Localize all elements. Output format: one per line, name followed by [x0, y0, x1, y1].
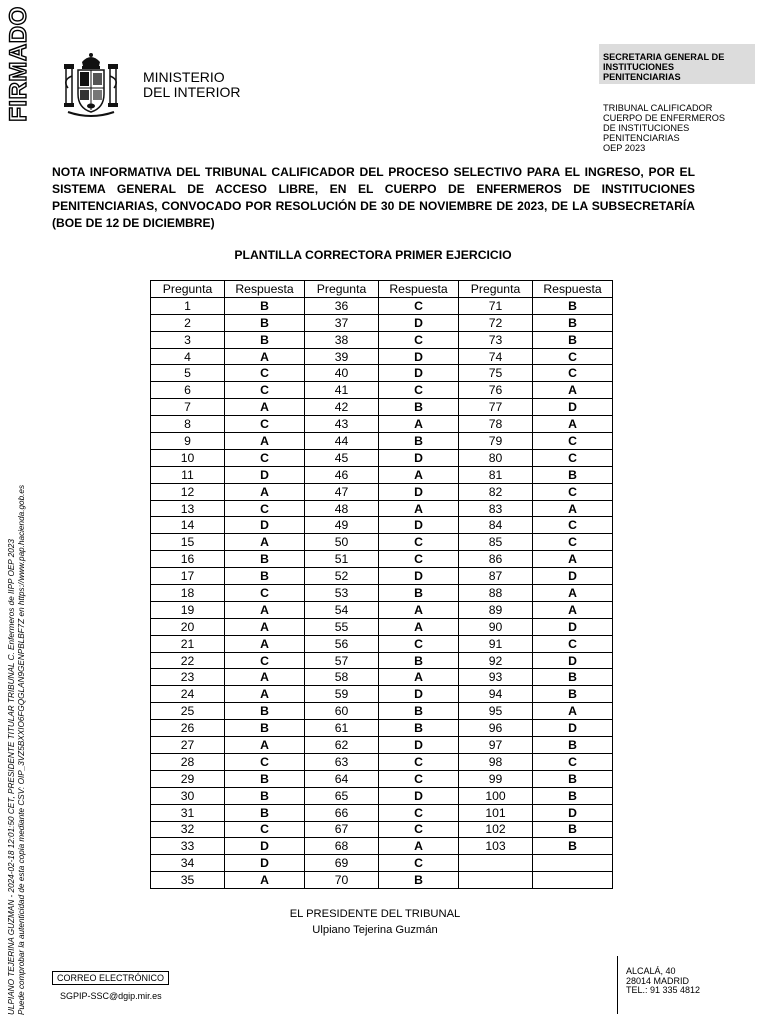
answer-cell: A: [225, 686, 305, 703]
question-number-cell: 6: [151, 382, 225, 399]
answer-cell: A: [379, 669, 459, 686]
answer-cell: D: [379, 365, 459, 382]
table-row: [151, 821, 613, 838]
question-number-cell: 32: [151, 821, 225, 838]
firmado-text: FIRMADO: [5, 6, 32, 122]
answer-cell: D: [379, 314, 459, 331]
answer-cell: B: [379, 652, 459, 669]
question-number-cell: 20: [151, 618, 225, 635]
question-number-cell: 92: [459, 652, 533, 669]
answer-cell: B: [225, 787, 305, 804]
table-row: [151, 635, 613, 652]
question-number-cell: 9: [151, 433, 225, 450]
answer-cell: C: [225, 382, 305, 399]
table-row: [151, 737, 613, 754]
table-row: [151, 855, 613, 872]
question-number-cell: 1: [151, 297, 225, 314]
question-number-cell: 7: [151, 399, 225, 416]
address-line: TEL.: 91 335 4812: [626, 985, 701, 996]
firmado-stamp: [6, 8, 32, 120]
answer-cell: B: [225, 568, 305, 585]
question-number-cell: 30: [151, 787, 225, 804]
table-header-row: [151, 281, 613, 298]
answer-cell: D: [533, 652, 613, 669]
table-row: [151, 382, 613, 399]
table-row: [151, 669, 613, 686]
signature-verification-sidebar: [4, 455, 30, 1015]
answer-cell: A: [533, 585, 613, 602]
table-row: [151, 483, 613, 500]
answer-cell: D: [533, 618, 613, 635]
question-number-cell: 84: [459, 517, 533, 534]
question-number-cell: 97: [459, 737, 533, 754]
question-number-cell: 4: [151, 348, 225, 365]
question-number-cell: 67: [305, 821, 379, 838]
answer-cell: A: [379, 500, 459, 517]
question-number-cell: 27: [151, 737, 225, 754]
question-number-cell: 89: [459, 601, 533, 618]
question-number-cell: 63: [305, 753, 379, 770]
answer-cell: C: [533, 433, 613, 450]
question-number-cell: 95: [459, 703, 533, 720]
answer-cell: B: [225, 331, 305, 348]
answer-cell: B: [225, 297, 305, 314]
table-row: [151, 500, 613, 517]
signature-block: [280, 906, 470, 938]
table-title: PLANTILLA CORRECTORA PRIMER EJERCICIO: [234, 248, 512, 262]
question-number-cell: 45: [305, 449, 379, 466]
question-number-cell: 69: [305, 855, 379, 872]
address-line: 28014 MADRID: [626, 975, 690, 986]
answer-cell: B: [533, 821, 613, 838]
answer-cell: C: [379, 821, 459, 838]
question-number-cell: 57: [305, 652, 379, 669]
answer-cell: D: [379, 449, 459, 466]
table-row: [151, 348, 613, 365]
answer-cell: D: [379, 787, 459, 804]
answer-cell: D: [225, 517, 305, 534]
ministry-line-1: MINISTERIO: [143, 69, 225, 85]
question-number-cell: 102: [459, 821, 533, 838]
answer-cell: D: [225, 466, 305, 483]
answer-cell: C: [379, 551, 459, 568]
table-row: [151, 686, 613, 703]
question-number-cell: 42: [305, 399, 379, 416]
table-row: [151, 770, 613, 787]
question-number-cell: 26: [151, 720, 225, 737]
ministry-line-2: DEL INTERIOR: [143, 84, 241, 100]
question-number-cell: 74: [459, 348, 533, 365]
question-number-cell: 35: [151, 872, 225, 889]
table-row: [151, 551, 613, 568]
question-number-cell: 54: [305, 601, 379, 618]
table-row: [151, 787, 613, 804]
answer-cell: D: [225, 838, 305, 855]
answer-cell: D: [225, 855, 305, 872]
question-number-cell: 72: [459, 314, 533, 331]
table-row: [151, 365, 613, 382]
table-row: [151, 601, 613, 618]
question-number-cell: 90: [459, 618, 533, 635]
table-row: [151, 449, 613, 466]
question-number-cell: 22: [151, 652, 225, 669]
question-number-cell: 10: [151, 449, 225, 466]
question-number-cell: 53: [305, 585, 379, 602]
secretaria-line-2: INSTITUCIONES PENITENCIARIAS: [603, 62, 681, 82]
answer-cell: A: [533, 703, 613, 720]
question-number-cell: 25: [151, 703, 225, 720]
answer-cell: D: [379, 568, 459, 585]
answer-cell: A: [225, 635, 305, 652]
question-number-cell: 48: [305, 500, 379, 517]
question-number-cell: 86: [459, 551, 533, 568]
answer-cell: C: [225, 500, 305, 517]
table-row: [151, 416, 613, 433]
question-number-cell: 77: [459, 399, 533, 416]
question-number-cell: 82: [459, 483, 533, 500]
table-row: [151, 652, 613, 669]
header-pregunta: Pregunta: [305, 281, 379, 298]
table-row: [151, 568, 613, 585]
question-number-cell: 21: [151, 635, 225, 652]
question-number-cell: [459, 855, 533, 872]
answer-cell: C: [379, 770, 459, 787]
coat-of-arms-icon: [58, 50, 124, 122]
question-number-cell: 93: [459, 669, 533, 686]
header-respuesta: Respuesta: [225, 281, 305, 298]
question-number-cell: 23: [151, 669, 225, 686]
question-number-cell: 18: [151, 585, 225, 602]
answer-cell: B: [225, 551, 305, 568]
answer-cell: B: [379, 872, 459, 889]
answer-cell: B: [225, 720, 305, 737]
answer-cell: D: [379, 737, 459, 754]
question-number-cell: 100: [459, 787, 533, 804]
question-number-cell: 83: [459, 500, 533, 517]
answer-cell: C: [225, 449, 305, 466]
question-number-cell: 70: [305, 872, 379, 889]
table-row: [151, 720, 613, 737]
question-number-cell: 2: [151, 314, 225, 331]
answer-cell: A: [533, 601, 613, 618]
answer-cell: B: [533, 686, 613, 703]
header-respuesta: Respuesta: [379, 281, 459, 298]
question-number-cell: 3: [151, 331, 225, 348]
president-title: EL PRESIDENTE DEL TRIBUNAL: [289, 908, 461, 920]
answer-cell: A: [225, 601, 305, 618]
table-row: [151, 703, 613, 720]
question-number-cell: 36: [305, 297, 379, 314]
answer-cell: C: [225, 821, 305, 838]
answer-cell: B: [533, 297, 613, 314]
table-row: [151, 433, 613, 450]
question-number-cell: 51: [305, 551, 379, 568]
answer-cell: C: [379, 534, 459, 551]
question-number-cell: 39: [305, 348, 379, 365]
question-number-cell: [459, 872, 533, 889]
answer-cell: C: [225, 365, 305, 382]
table-row: [151, 618, 613, 635]
answer-cell: D: [533, 399, 613, 416]
question-number-cell: 33: [151, 838, 225, 855]
table-body: [151, 297, 613, 888]
answer-cell: A: [379, 618, 459, 635]
question-number-cell: 80: [459, 449, 533, 466]
question-number-cell: 11: [151, 466, 225, 483]
answer-cell: B: [379, 720, 459, 737]
csv-line: Puede comprobar la autenticidad de esta copia mediante CSV: OIP_3VZ5BXXIO6FGQGLAN9GENPBLBF7Z en https://www.pap.hacienda.gob.es: [17, 484, 26, 1015]
question-number-cell: 24: [151, 686, 225, 703]
answer-cell: B: [225, 804, 305, 821]
table-row: [151, 534, 613, 551]
answer-cell: C: [533, 635, 613, 652]
address-line: ALCALÁ, 40: [626, 966, 676, 976]
president-name: Ulpiano Tejerina Guzmán: [312, 924, 438, 936]
answer-cell: C: [379, 297, 459, 314]
table-row: [151, 314, 613, 331]
question-number-cell: 34: [151, 855, 225, 872]
question-number-cell: 5: [151, 365, 225, 382]
answer-cell: B: [379, 433, 459, 450]
answer-cell: A: [379, 466, 459, 483]
header-pregunta: Pregunta: [151, 281, 225, 298]
answer-cell: C: [379, 804, 459, 821]
table-row: [151, 804, 613, 821]
answer-cell: A: [225, 669, 305, 686]
question-number-cell: 98: [459, 753, 533, 770]
answer-cell: A: [533, 416, 613, 433]
answer-cell: C: [533, 534, 613, 551]
question-number-cell: 94: [459, 686, 533, 703]
question-number-cell: 76: [459, 382, 533, 399]
question-number-cell: 96: [459, 720, 533, 737]
question-number-cell: 41: [305, 382, 379, 399]
question-number-cell: 85: [459, 534, 533, 551]
question-number-cell: 12: [151, 483, 225, 500]
answer-cell: C: [533, 449, 613, 466]
answer-cell: C: [533, 483, 613, 500]
question-number-cell: 37: [305, 314, 379, 331]
question-number-cell: 101: [459, 804, 533, 821]
answer-cell: B: [225, 703, 305, 720]
answer-cell: A: [225, 483, 305, 500]
secretaria-line-1: SECRETARIA GENERAL DE: [603, 52, 725, 62]
answer-cell: A: [379, 601, 459, 618]
nota-informativa: NOTA INFORMATIVA DEL TRIBUNAL CALIFICADOR DEL PROCESO SELECTIVO PARA EL INGRESO, POR EL SISTEMA GENERAL DE ACCESO LIBRE, EN EL CUERPO DE ENFERMEROS DE INSTITUCIONES PENITENCIARIAS, CONVOCADO POR RESOLUCIÓN DE 30 DE NOVIEMBRE DE 2023, DE LA SUBSECRETARÍA (BOE DE 12 DE DICIEMBRE): [52, 165, 695, 230]
question-number-cell: 13: [151, 500, 225, 517]
question-number-cell: 46: [305, 466, 379, 483]
secretaria-general-box: [599, 44, 755, 84]
question-number-cell: 43: [305, 416, 379, 433]
tribunal-line: CUERPO DE ENFERMEROS: [603, 113, 726, 123]
question-number-cell: 8: [151, 416, 225, 433]
answer-cell: C: [379, 753, 459, 770]
question-number-cell: 55: [305, 618, 379, 635]
answer-cell: A: [225, 534, 305, 551]
question-number-cell: 62: [305, 737, 379, 754]
question-number-cell: 29: [151, 770, 225, 787]
answer-cell: B: [533, 314, 613, 331]
answer-cell: B: [533, 787, 613, 804]
question-number-cell: 15: [151, 534, 225, 551]
email-label: CORREO ELECTRÓNICO: [52, 971, 169, 985]
question-number-cell: 38: [305, 331, 379, 348]
answer-cell: C: [533, 348, 613, 365]
answer-cell: D: [533, 568, 613, 585]
table-row: [151, 585, 613, 602]
question-number-cell: 64: [305, 770, 379, 787]
answer-cell: A: [225, 618, 305, 635]
question-number-cell: 91: [459, 635, 533, 652]
answer-cell: C: [225, 416, 305, 433]
answer-cell: D: [379, 348, 459, 365]
answer-cell: C: [225, 753, 305, 770]
question-number-cell: 58: [305, 669, 379, 686]
answer-cell: C: [379, 855, 459, 872]
tribunal-info: [603, 103, 725, 153]
question-number-cell: 31: [151, 804, 225, 821]
question-number-cell: 59: [305, 686, 379, 703]
footer-divider: [617, 956, 618, 1014]
answer-cell: B: [379, 399, 459, 416]
question-number-cell: 73: [459, 331, 533, 348]
question-number-cell: 81: [459, 466, 533, 483]
answer-cell: A: [533, 382, 613, 399]
answer-key-table: [150, 280, 613, 889]
answer-cell: A: [225, 348, 305, 365]
question-number-cell: 99: [459, 770, 533, 787]
answer-cell: C: [225, 652, 305, 669]
question-number-cell: 52: [305, 568, 379, 585]
tribunal-line: DE INSTITUCIONES: [603, 123, 690, 133]
answer-cell: C: [533, 365, 613, 382]
question-number-cell: 75: [459, 365, 533, 382]
question-number-cell: 56: [305, 635, 379, 652]
question-number-cell: 47: [305, 483, 379, 500]
answer-cell: B: [533, 737, 613, 754]
table-row: [151, 872, 613, 889]
answer-cell: A: [225, 872, 305, 889]
table-row: [151, 466, 613, 483]
answer-cell: C: [533, 753, 613, 770]
question-number-cell: 50: [305, 534, 379, 551]
answer-cell: [533, 855, 613, 872]
answer-cell: C: [225, 585, 305, 602]
question-number-cell: 16: [151, 551, 225, 568]
question-number-cell: 88: [459, 585, 533, 602]
question-number-cell: 66: [305, 804, 379, 821]
answer-cell: B: [533, 838, 613, 855]
answer-cell: A: [379, 416, 459, 433]
answer-cell: B: [225, 314, 305, 331]
table-row: [151, 753, 613, 770]
table-row: [151, 399, 613, 416]
header-respuesta: Respuesta: [533, 281, 613, 298]
tribunal-line: TRIBUNAL CALIFICADOR: [603, 103, 713, 113]
answer-cell: A: [225, 737, 305, 754]
answer-cell: A: [533, 500, 613, 517]
question-number-cell: 65: [305, 787, 379, 804]
answer-cell: D: [533, 804, 613, 821]
answer-cell: D: [379, 686, 459, 703]
answer-cell: A: [533, 551, 613, 568]
ministry-name: [143, 70, 241, 100]
answer-cell: D: [379, 517, 459, 534]
answer-cell: C: [533, 517, 613, 534]
table-row: [151, 297, 613, 314]
header-pregunta: Pregunta: [459, 281, 533, 298]
answer-cell: B: [533, 669, 613, 686]
question-number-cell: 17: [151, 568, 225, 585]
table-row: [151, 517, 613, 534]
table-row: [151, 838, 613, 855]
question-number-cell: 44: [305, 433, 379, 450]
question-number-cell: 60: [305, 703, 379, 720]
answer-cell: B: [225, 770, 305, 787]
question-number-cell: 19: [151, 601, 225, 618]
answer-cell: [533, 872, 613, 889]
question-number-cell: 68: [305, 838, 379, 855]
question-number-cell: 103: [459, 838, 533, 855]
question-number-cell: 40: [305, 365, 379, 382]
answer-cell: B: [379, 703, 459, 720]
answer-cell: B: [533, 770, 613, 787]
answer-cell: C: [379, 331, 459, 348]
answer-cell: B: [533, 331, 613, 348]
question-number-cell: 71: [459, 297, 533, 314]
question-number-cell: 14: [151, 517, 225, 534]
question-number-cell: 28: [151, 753, 225, 770]
answer-cell: A: [225, 399, 305, 416]
question-number-cell: 61: [305, 720, 379, 737]
answer-cell: A: [225, 433, 305, 450]
answer-cell: A: [379, 838, 459, 855]
table-row: [151, 331, 613, 348]
tribunal-line: OEP 2023: [603, 143, 646, 153]
address-block: [626, 967, 700, 996]
question-number-cell: 87: [459, 568, 533, 585]
signature-line: ULPIANO TEJERINA GUZMAN - 2024-02-18 12:01:50 CET, PRESIDENTE TITULAR TRIBUNAL C. Enfermeros de IIPP OEP 2023: [7, 539, 16, 1015]
tribunal-line: PENITENCIARIAS: [603, 133, 680, 143]
answer-cell: C: [379, 635, 459, 652]
email-address: SGPIP-SSC@dgip.mir.es: [60, 991, 162, 1001]
answer-cell: D: [379, 483, 459, 500]
question-number-cell: 79: [459, 433, 533, 450]
question-number-cell: 49: [305, 517, 379, 534]
answer-cell: D: [533, 720, 613, 737]
answer-cell: C: [379, 382, 459, 399]
answer-cell: B: [379, 585, 459, 602]
question-number-cell: 78: [459, 416, 533, 433]
answer-cell: B: [533, 466, 613, 483]
